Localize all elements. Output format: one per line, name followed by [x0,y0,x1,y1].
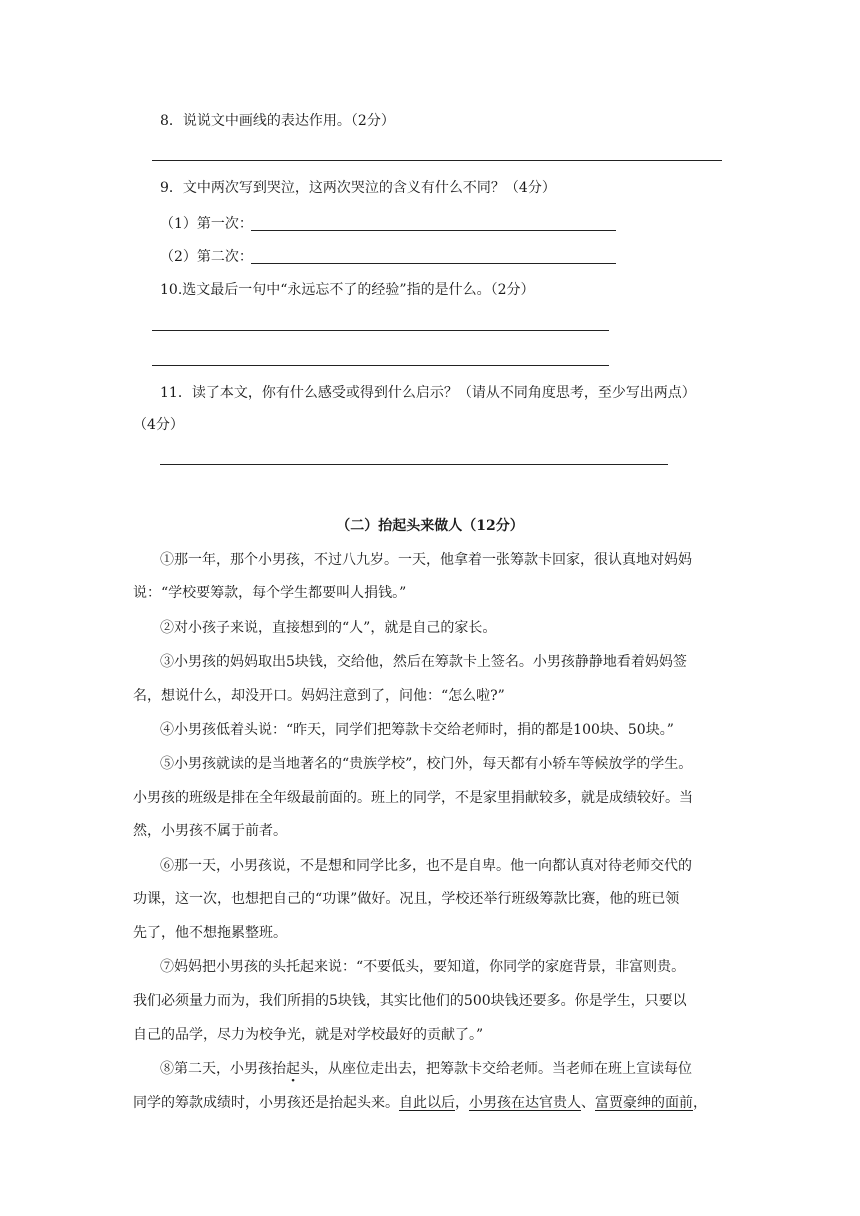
underlined-phrase-2: 小男孩在达官贵人 [469,1095,581,1111]
paragraph-7-line-1: ⑦妈妈把小男孩的头托起来说：“不要低头，要知道，你同学的家庭背景，非富则贵。 [160,959,686,975]
paragraph-8-comma-2: ， [693,1095,707,1111]
paragraph-8-text-a: ⑧第二天，小男孩 [160,1061,272,1077]
question-8: 8．说说文中画线的表达作用。（2分） [160,113,395,129]
paragraph-5-line-1: ⑤小男孩就读的是当地著名的“贵族学校”，校门外，每天都有小轿车等候放学的学生。 [160,756,693,772]
underlined-phrase-3: 富贾豪绅的面前 [595,1095,693,1111]
paragraph-8-line-2 [133,1093,707,1113]
question-9: 9．文中两次写到哭泣，这两次哭泣的含义有什么不同？（4分） [160,180,556,196]
question-9-part-2: （2）第二次： [160,249,253,265]
answer-line-11[interactable] [160,464,668,465]
paragraph-4-line-1: ④小男孩低着头说：“昨天，同学们把筹款卡交给老师时，捐的都是100块、50块。” [160,722,674,738]
paragraph-6-line-2: 功课，这一次，也想把自己的“功课”做好。况且，学校还举行班级筹款比赛，他的班已领 [133,891,680,907]
paragraph-1-line-2: 说：“学校要筹款，每个学生都要叫人捐钱。” [133,585,407,601]
section-title: （二）抬起头来做人（12分） [336,518,524,534]
paragraph-6-line-3: 先了，他不想拖累整班。 [133,925,287,941]
question-9-part-1: （1）第一次： [160,216,253,232]
paragraph-5-line-2: 小男孩的班级是排在全年级最前面的。班上的同学，不是家里捐献较多，就是成绩较好。当 [133,790,693,806]
paragraph-2-line-1: ②对小孩子来说，直接想到的“人”，就是自己的家长。 [160,620,497,636]
paragraph-1-line-1: ①那一年，那个小男孩，不过八九岁。一天，他拿着一张筹款卡回家，很认真地对妈妈 [160,552,692,568]
answer-line-9-1[interactable] [251,230,616,231]
answer-line-8[interactable] [152,160,722,161]
paragraph-7-line-3: 自己的品学，尽力为校争光，就是对学校最好的贡献了。” [133,1027,484,1043]
answer-line-10-b[interactable] [152,365,609,366]
question-10: 10.选文最后一句中“永远忘不了的经验”指的是什么。（2分） [160,282,535,298]
paragraph-8-text-c: ，从座位走出去，把筹款卡交给老师。当老师在班上宣读每位 [314,1061,692,1077]
question-11-score: （4分） [133,417,184,433]
paragraph-7-line-2: 我们必须量力而为，我们所捐的5块钱，其实比他们的500块钱还要多。你是学生，只要以 [133,993,687,1009]
underlined-phrase-1: 自此以后 [399,1095,455,1111]
paragraph-5-line-3: 然，小男孩不属于前者。 [133,823,287,839]
paragraph-3-line-2: 名，想说什么，却没开口。妈妈注意到了，问他：“怎么啦?” [133,688,505,704]
answer-line-9-2[interactable] [251,263,616,264]
question-11: 11．读了本文，你有什么感受或得到什么启示？（请从不同角度思考，至少写出两点） [160,385,696,401]
emphasized-phrase: 抬起头 [272,1061,314,1077]
paragraph-8-line-1 [160,1059,692,1079]
paragraph-3-line-1: ③小男孩的妈妈取出5块钱，交给他，然后在筹款卡上签名。小男孩静静地看着妈妈签 [160,654,687,670]
paragraph-8-text-d: 同学的筹款成绩时，小男孩还是抬起头来。 [133,1095,399,1111]
paragraph-8-enum-comma: 、 [581,1095,595,1111]
paragraph-6-line-1: ⑥那一天，小男孩说，不是想和同学比多，也不是自卑。他一向都认真对待老师交代的 [160,858,692,874]
answer-line-10-a[interactable] [152,330,609,331]
paragraph-8-comma-1: ， [455,1095,469,1111]
